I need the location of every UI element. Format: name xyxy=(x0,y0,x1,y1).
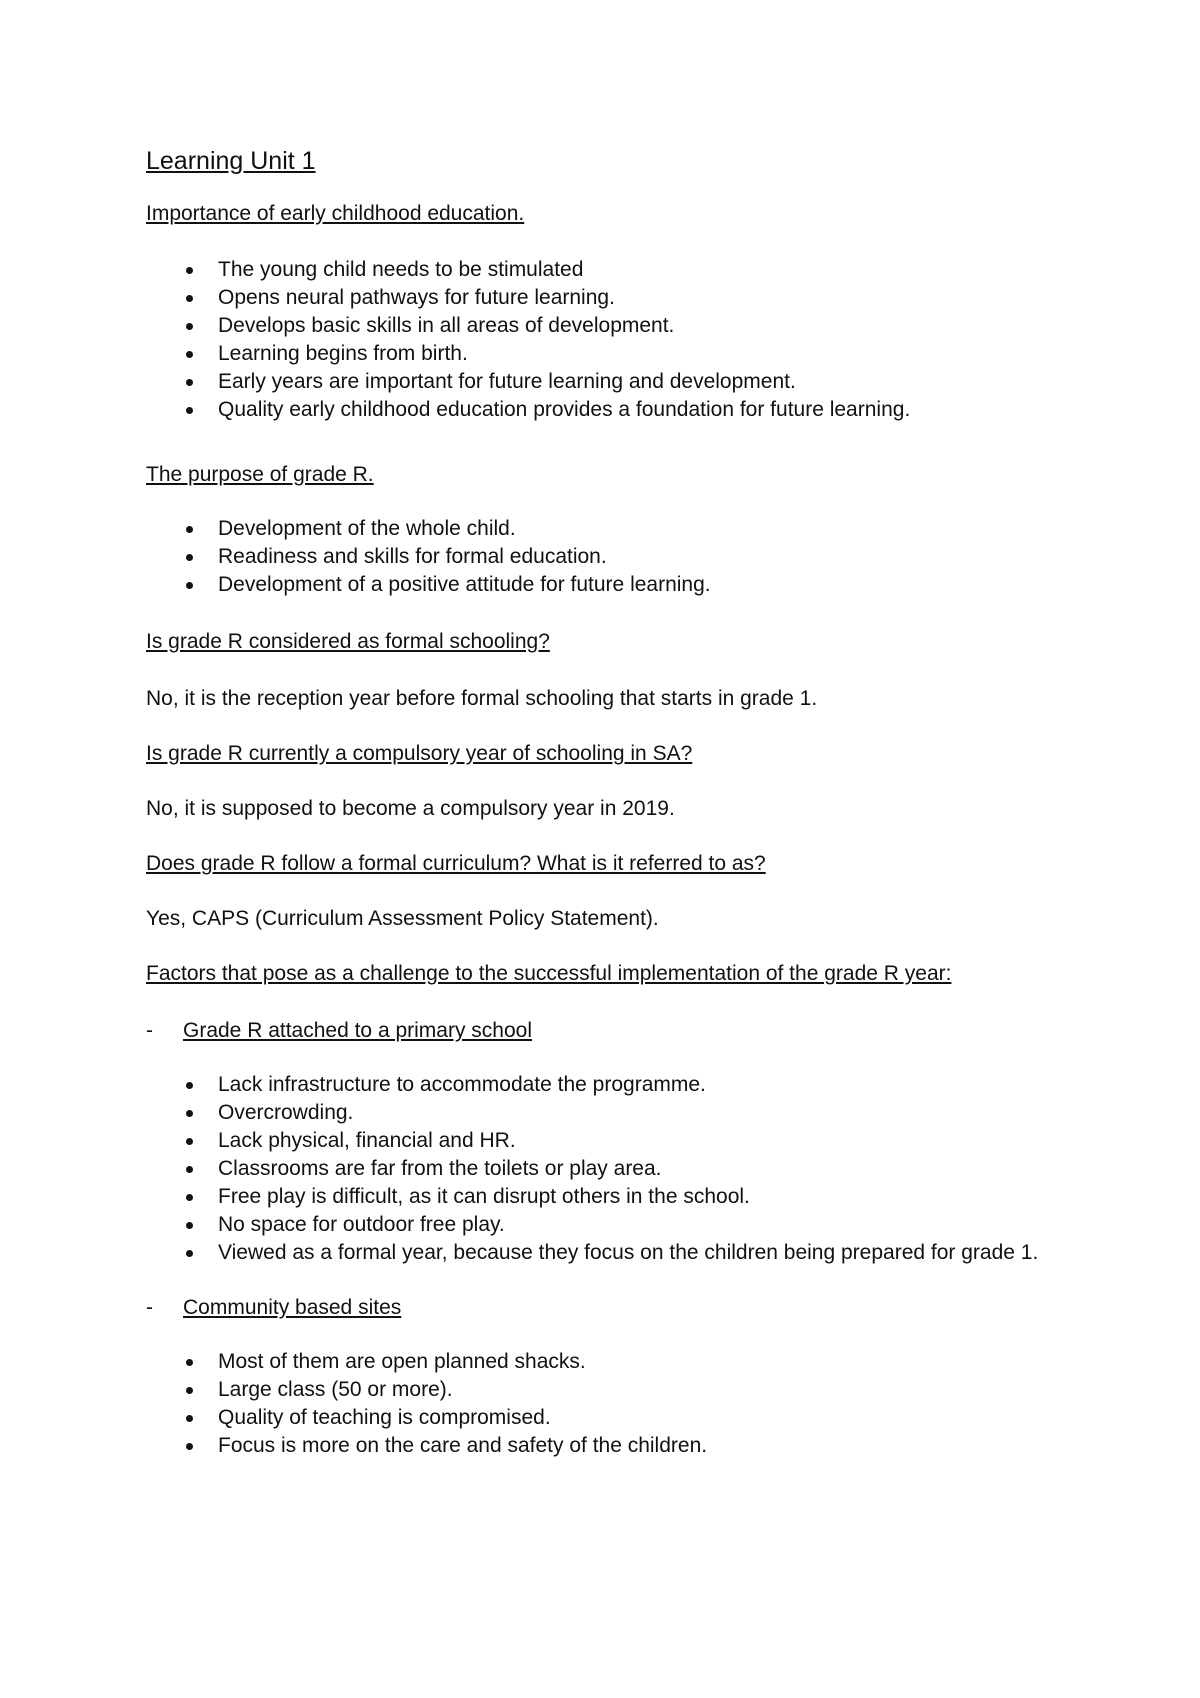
community-list xyxy=(146,1348,1066,1460)
factors-heading: Factors that pose as a challenge to the successful implementation of the grade R year: xyxy=(146,962,952,985)
list-item: Readiness and skills for formal education. xyxy=(146,543,1066,571)
list-item: Lack infrastructure to accommodate the programme. xyxy=(146,1071,1066,1099)
list-item: Free play is difficult, as it can disrupt others in the school. xyxy=(146,1183,1066,1211)
list-item: Learning begins from birth. xyxy=(146,340,1066,368)
dash-marker: - xyxy=(146,1019,153,1042)
factor-group-label: Grade R attached to a primary school xyxy=(183,1019,533,1042)
document-page xyxy=(146,145,1066,1460)
list-item: Classrooms are far from the toilets or play area. xyxy=(146,1155,1066,1183)
list-item: Development of a positive attitude for future learning. xyxy=(146,571,1066,599)
answer-formal-schooling: No, it is the reception year before formal schooling that starts in grade 1. xyxy=(146,687,818,710)
answer-compulsory: No, it is supposed to become a compulsory year in 2019. xyxy=(146,797,675,820)
list-item: Viewed as a formal year, because they focus on the children being prepared for grade 1. xyxy=(146,1239,1066,1267)
factor-group-primary-school xyxy=(146,1016,1066,1045)
list-item: Quality of teaching is compromised. xyxy=(146,1404,1066,1432)
importance-list xyxy=(146,256,1066,424)
question-curriculum: Does grade R follow a formal curriculum? What is it referred to as? xyxy=(146,852,766,875)
purpose-list xyxy=(146,515,1066,599)
section-heading-purpose: The purpose of grade R. xyxy=(146,463,374,486)
list-item: No space for outdoor free play. xyxy=(146,1211,1066,1239)
list-item: Develops basic skills in all areas of development. xyxy=(146,312,1066,340)
question-formal-schooling: Is grade R considered as formal schooling? xyxy=(146,630,550,653)
factor-group-community xyxy=(146,1293,1066,1322)
list-item: Most of them are open planned shacks. xyxy=(146,1348,1066,1376)
list-item: Development of the whole child. xyxy=(146,515,1066,543)
list-item: Lack physical, financial and HR. xyxy=(146,1127,1066,1155)
answer-curriculum: Yes, CAPS (Curriculum Assessment Policy Statement). xyxy=(146,907,659,930)
primary-school-list xyxy=(146,1071,1066,1267)
list-item: Large class (50 or more). xyxy=(146,1376,1066,1404)
list-item: The young child needs to be stimulated xyxy=(146,256,1066,284)
factor-group-label: Community based sites xyxy=(183,1296,402,1319)
list-item: Focus is more on the care and safety of the children. xyxy=(146,1432,1066,1460)
list-item: Overcrowding. xyxy=(146,1099,1066,1127)
dash-marker: - xyxy=(146,1296,153,1319)
section-heading-importance: Importance of early childhood education. xyxy=(146,202,525,225)
list-item: Opens neural pathways for future learning. xyxy=(146,284,1066,312)
document-title: Learning Unit 1 xyxy=(146,147,316,175)
question-compulsory: Is grade R currently a compulsory year of schooling in SA? xyxy=(146,742,693,765)
list-item: Quality early childhood education provides a foundation for future learning. xyxy=(146,396,1066,424)
list-item: Early years are important for future learning and development. xyxy=(146,368,1066,396)
